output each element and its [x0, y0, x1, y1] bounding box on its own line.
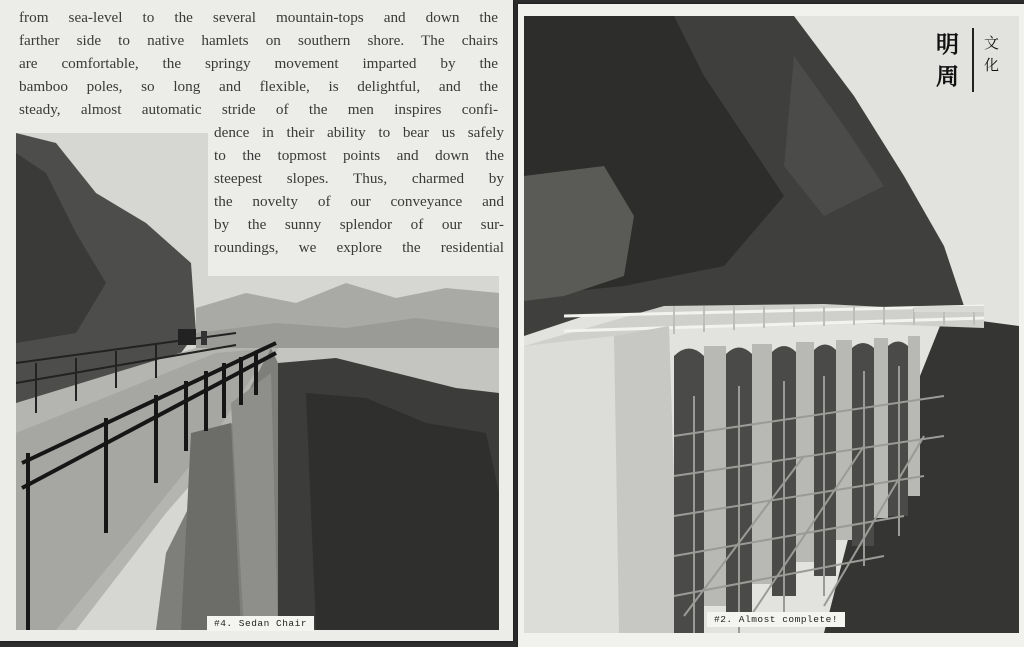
text-line: farther side to native hamlets on southern shore. The chairs [19, 32, 498, 49]
paragraph-right [208, 121, 504, 276]
text-line: by the sunny splendor of our sur- [214, 216, 504, 233]
logo-char: 周 [936, 64, 959, 90]
text-line: steepest slopes. Thus, charmed by [214, 170, 504, 187]
text-line: roundings, we explore the residential [214, 239, 504, 256]
left-page [0, 0, 513, 641]
text-line: from sea-level to the several mountain-tops and down the [19, 9, 498, 26]
text-line: the novelty of our conveyance and [214, 193, 504, 210]
text-line: steady, almost automatic stride of the men inspires confi- [19, 101, 498, 118]
text-line: dence in their ability to bear us safely [214, 124, 504, 141]
logo-char: 化 [984, 56, 1000, 74]
text-line: to the topmost points and down the [214, 147, 504, 164]
right-page [518, 4, 1024, 647]
photo-caption: #2. Almost complete! [707, 612, 845, 627]
logo-char: 明 [936, 32, 959, 58]
logo-char: 文 [984, 34, 1000, 52]
ming-pao-culture-logo [936, 26, 1006, 94]
bridge-construction-illustration [524, 16, 1019, 633]
logo-divider [972, 28, 974, 92]
text-line: bamboo poles, so long and flexible, is delightful, and the [19, 78, 498, 95]
paragraph-top [19, 6, 498, 121]
bridge-construction-photo [524, 16, 1019, 633]
photo-caption: #4. Sedan Chair [207, 616, 314, 631]
text-line: are comfortable, the springy movement imparted by the [19, 55, 498, 72]
